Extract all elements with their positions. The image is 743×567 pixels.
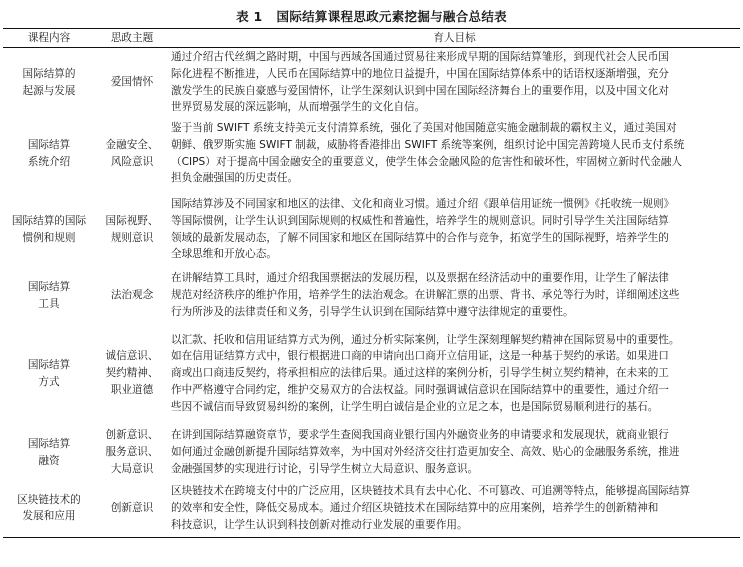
header-course-content: 课程内容 [27,31,71,44]
education-goal-line: 金融强国梦的实现进行讨论，引导学生树立大局意识、服务意识。 [171,462,479,475]
ideological-theme-line: 风险意识 [110,155,154,168]
course-content-line: 工具 [38,297,60,310]
education-goal-line: 激发学生的民族自豪感与爱国情怀，让学生深刻认识到中国在国际经济舞台上的重要作用，以及中国文化对 [171,84,669,97]
education-goal-line: 区块链技术在跨境支付中的广泛应用，区块链技术具有去中心化、不可篡改、可追溯等特点，能够提高国际结算 [171,485,691,498]
ideological-theme-cell [95,270,169,322]
education-goal-line: 际化进程不断推进，人民币在国际结算中的地位日益提升，中国在国际结算体系中的话语权逐渐增强，充分 [171,68,669,81]
table-row [3,322,740,426]
ideological-theme-line: 法治观念 [110,289,154,302]
table-row [3,270,740,322]
summary-table [3,28,740,538]
table-caption [3,6,740,28]
course-content-line: 起源与发展 [22,84,76,97]
course-content-cell [3,118,95,190]
table-row [3,118,740,190]
education-goal-cell [169,118,740,190]
ideological-theme-line: 诚信意识、 [105,350,159,363]
table-body [3,48,740,538]
education-goal-line: 行为所涉及的法律责任和义务，引导学生认识到在国际结算中遵守法律规定的重要性。 [171,305,574,318]
header-education-goal: 育人目标 [433,31,476,44]
ideological-theme-line: 创新意识、 [105,429,159,442]
course-content-line: 融资 [38,454,60,467]
education-goal-line: 商或出口商违反契约，将承担相应的法律后果。通过这样的案例分析，引导学生树立契约精神，在未来的工 [171,367,669,380]
ideological-theme-line: 规则意识 [110,231,154,244]
header-ideological-theme: 思政主题 [110,31,154,44]
education-goal-cell [169,480,740,538]
ideological-theme-line: 国际视野、 [105,214,159,227]
course-content-cell [3,480,95,538]
education-goal-line: 国际结算涉及不同国家和地区的法律、文化和商业习惯。通过介绍《跟单信用证统一惯例》《托收统一规则》 [171,198,675,211]
education-goal-cell [169,48,740,118]
education-goal-cell [169,426,740,480]
ideological-theme-cell [95,322,169,426]
course-content-cell [3,270,95,322]
education-goal-line: 作中严格遵守合同约定，维护交易双方的合法权益。同时强调诚信意识在国际结算中的重要性，通过介绍一 [171,383,669,396]
education-goal-line: 世界贸易发展的深远影响，从而增强学生的文化自信。 [171,101,426,114]
ideological-theme-line: 创新意识 [110,501,154,514]
course-content-line: 方式 [38,375,60,388]
course-content-line: 国际结算 [27,138,71,151]
education-goal-cell [169,322,740,426]
education-goal-cell [169,270,740,322]
course-content-line: 国际结算的国际 [11,214,87,227]
education-goal-line: 领域的最新发展动态，了解不同国家和地区在国际结算中的合作与竞争，拓宽学生的国际视野，培养学生的 [171,231,669,244]
education-goal-line: 等国际惯例，让学生认识到国际规则的权威性和普遍性，培养学生的规则意识。同时引导学生关注国际结算 [171,214,669,227]
education-goal-line: 如何通过金融创新提升国际结算效率，为中国对外经济交往打造更加安全、高效、贴心的金融服务系统，推进 [171,446,680,459]
education-goal-line: 些因不诚信而导致贸易纠纷的案例，让学生明白诚信是企业的立足之本，也是国际贸易顺利进行的基石。 [171,400,659,413]
table-row [3,48,740,118]
course-content-line: 国际结算 [27,280,71,293]
course-content-line: 发展和应用 [22,510,76,523]
education-goal-line: 以汇款、托收和信用证结算方式为例，通过分析实际案例，让学生深刻理解契约精神在国际贸易中的重要性。 [171,333,680,346]
ideological-theme-cell [95,426,169,480]
ideological-theme-cell [95,118,169,190]
ideological-theme-line: 服务意识、 [105,446,159,459]
course-content-line: 国际结算的 [22,68,76,81]
ideological-theme-line: 爱国情怀 [110,76,154,89]
education-goal-line: 在讲解结算工具时，通过介绍我国票据法的发展历程，以及票据在经济活动中的重要作用，让学生了解法律 [171,272,669,285]
education-goal-line: 如在信用证结算方式中，银行根据进口商的申请向出口商开立信用证，这是一种基于契约的承诺。如果进口 [171,350,669,363]
ideological-theme-line: 职业道德 [110,383,154,396]
education-goal-line: 在讲到国际结算融资章节，要求学生查阅我国商业银行国内外融资业务的申请要求和发展现状，就商业银行 [171,429,669,442]
course-content-cell [3,190,95,270]
course-content-line: 区块链技术的 [17,493,81,506]
course-content-cell [3,426,95,480]
ideological-theme-cell [95,190,169,270]
table-row [3,190,740,270]
ideological-theme-cell [95,480,169,538]
education-goal-line: 通过介绍古代丝绸之路时期，中国与西域各国通过贸易往来形成早期的国际结算雏形，到现代社会人民币国 [171,51,669,64]
ideological-theme-line: 契约精神、 [105,367,159,380]
course-content-line: 系统介绍 [27,155,71,168]
course-content-cell [3,322,95,426]
education-goal-line: 全球思维和开放心态。 [171,248,277,261]
course-content-cell [3,48,95,118]
table-header-row [3,29,740,48]
ideological-theme-line: 金融安全、 [105,138,159,151]
education-goal-line: 科技意识，让学生认识到科技创新对推动行业发展的重要作用。 [171,518,468,531]
education-goal-cell [169,190,740,270]
table-row [3,480,740,538]
education-goal-line: 担负金融强国的历史责任。 [171,172,299,185]
education-goal-line: （CIPS）对于提高中国金融安全的重要意义，使学生体会金融风险的危害性和破坏性，牢固树立新时代金融人 [171,155,682,168]
education-goal-line: 的效率和安全性，降低交易成本。通过介绍区块链技术在国际结算中的应用案例，培养学生的创新精神和 [171,501,659,514]
course-content-line: 惯例和规则 [22,231,76,244]
table-number: 表 1 [236,9,263,24]
course-content-line: 国际结算 [27,358,71,371]
ideological-theme-line: 大局意识 [110,462,154,475]
table-row [3,426,740,480]
education-goal-line: 鉴于当前 SWIFT 系统支持美元支付清算系统，强化了美国对他国随意实施金融制裁的霸权主义，通过美国对 [171,122,677,135]
table-title: 国际结算课程思政元素挖掘与融合总结表 [276,9,507,24]
education-goal-line: 规范对经济秩序的维护作用，培养学生的法治观念。在讲解汇票的出票、背书、承兑等行为时，详细阐述这些 [171,289,680,302]
education-goal-line: 朝鲜、俄罗斯实施 SWIFT 制裁，威胁将香港排出 SWIFT 系统等案例，组织讨论中国完善跨境人民币支付系统 [171,138,685,151]
course-content-line: 国际结算 [27,437,71,450]
ideological-theme-cell [95,48,169,118]
